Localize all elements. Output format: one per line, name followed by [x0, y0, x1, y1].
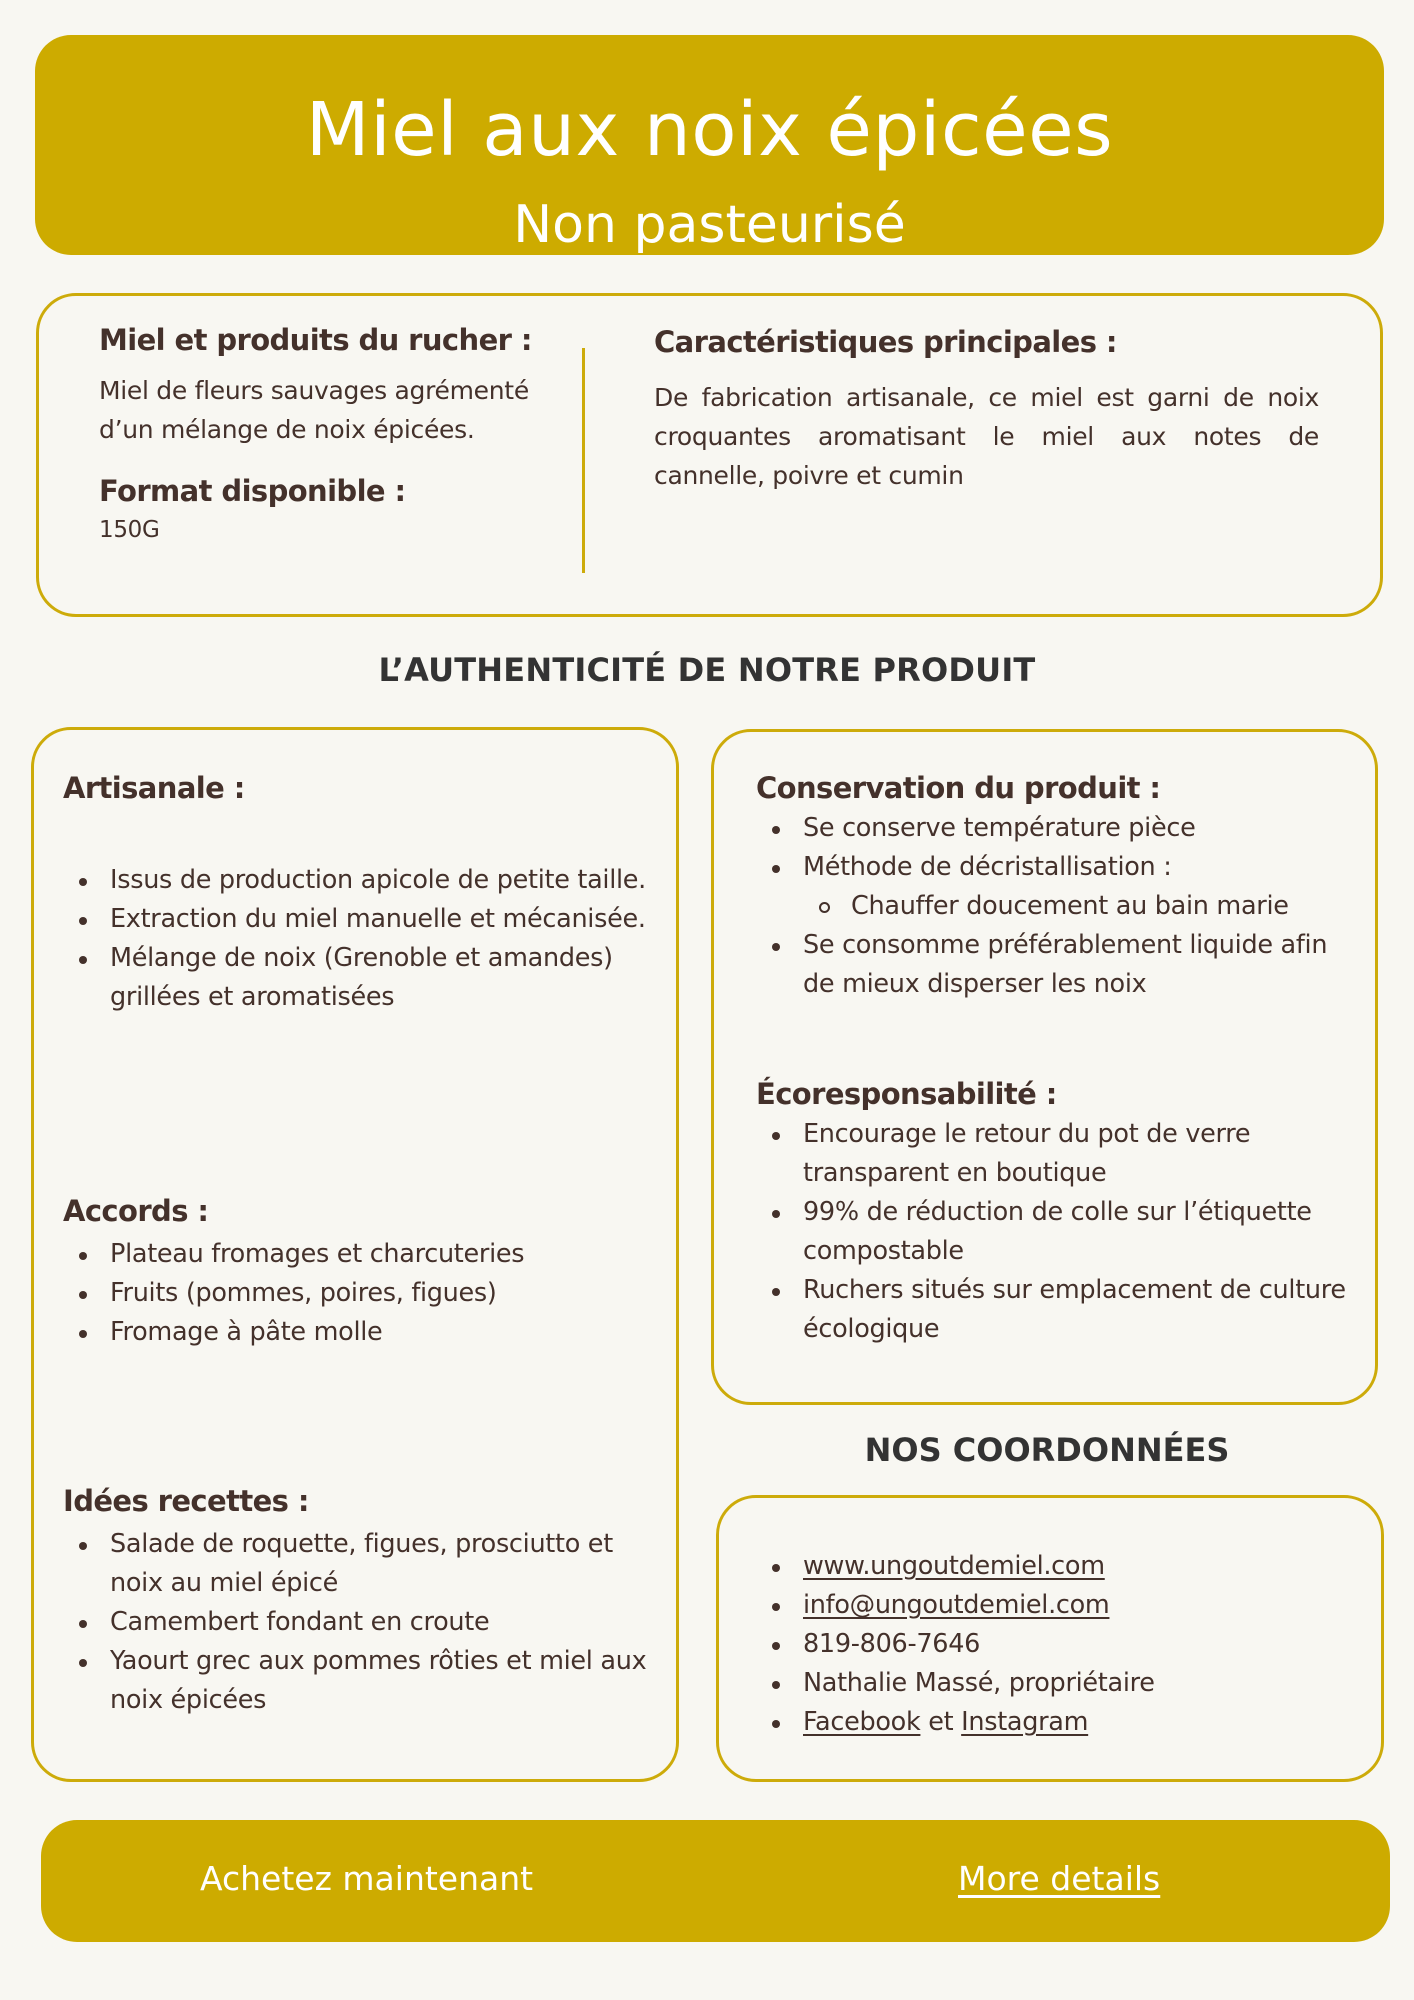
accords-section — [63, 1193, 663, 1352]
conservation-list — [756, 809, 1356, 1004]
page-title: Miel aux noix épicées — [305, 87, 1114, 173]
conservation-heading: Conservation du produit : — [756, 771, 1161, 805]
format-value: 150G — [99, 517, 160, 543]
features-text: De fabrication artisanale, ce miel est garni de noix croquantes aromatisant le miel aux notes de cannelle, poivre et cumin — [654, 383, 1319, 490]
product-info-right — [654, 322, 1319, 495]
facebook-link[interactable]: Facebook — [803, 1707, 921, 1737]
more-details-link[interactable]: More details — [958, 1859, 1161, 1898]
contact-title: NOS COORDONNÉES — [864, 1431, 1230, 1469]
contact-list — [756, 1547, 1356, 1742]
conservation-section — [756, 770, 1356, 1004]
vertical-divider — [582, 348, 585, 573]
list-item: Mélange de noix (Grenoble et amandes) grillées et aromatisées — [63, 939, 663, 1017]
authenticity-right-card — [711, 729, 1378, 1405]
products-heading: Miel et produits du rucher : — [99, 323, 532, 357]
contact-website-item — [756, 1547, 1356, 1586]
list-item: Yaourt grec aux pommes rôties et miel aux noix épicées — [63, 1642, 663, 1720]
contact-phone: 819-806-7646 — [756, 1625, 1356, 1664]
authenticity-title: L’AUTHENTICITÉ DE NOTRE PRODUIT — [378, 651, 1036, 689]
recettes-section — [63, 1483, 663, 1720]
website-link[interactable]: www.ungoutdemiel.com — [803, 1551, 1105, 1581]
eco-heading: Écoresponsabilité : — [756, 1077, 1057, 1111]
page-subtitle: Non pasteurisé — [513, 195, 906, 255]
list-item: Se conserve température pièce — [756, 809, 1356, 848]
list-item: 99% de réduction de colle sur l’étiquette compostable — [756, 1193, 1356, 1271]
contact-social-item — [756, 1703, 1356, 1742]
list-item: Plateau fromages et charcuteries — [63, 1235, 663, 1274]
contact-owner: Nathalie Massé, propriétaire — [756, 1664, 1356, 1703]
email-link[interactable]: info@ungoutdemiel.com — [803, 1590, 1110, 1620]
footer-bar — [41, 1820, 1390, 1942]
authenticity-left-card — [31, 727, 679, 1782]
instagram-link[interactable]: Instagram — [961, 1707, 1089, 1737]
list-item: Issus de production apicole de petite taille. — [63, 861, 663, 900]
list-item: Encourage le retour du pot de verre transparent en boutique — [756, 1115, 1356, 1193]
eco-list — [756, 1115, 1356, 1349]
conservation-sublist — [803, 887, 1356, 926]
social-conjunction: et — [928, 1707, 954, 1737]
list-item: Salade de roquette, figues, prosciutto et noix au miel épicé — [63, 1525, 663, 1603]
format-heading: Format disponible : — [99, 474, 406, 508]
products-text: Miel de fleurs sauvages agrémenté d’un mélange de noix épicées. — [99, 376, 529, 444]
recettes-list — [63, 1525, 663, 1720]
accords-heading: Accords : — [63, 1194, 209, 1228]
features-heading: Caractéristiques principales : — [654, 325, 1117, 359]
product-info-card — [36, 293, 1383, 617]
list-item: Fromage à pâte molle — [63, 1313, 663, 1352]
recettes-heading: Idées recettes : — [63, 1484, 309, 1518]
list-item: Camembert fondant en croute — [63, 1603, 663, 1642]
artisanale-section — [63, 770, 663, 1017]
list-item: Extraction du miel manuelle et mécanisée. — [63, 900, 663, 939]
list-item: Fruits (pommes, poires, figues) — [63, 1274, 663, 1313]
artisanale-list — [63, 861, 663, 1017]
eco-section — [756, 1076, 1356, 1349]
sub-list-item: Chauffer doucement au bain marie — [803, 887, 1356, 926]
contact-email-item — [756, 1586, 1356, 1625]
accords-list — [63, 1235, 663, 1352]
artisanale-heading: Artisanale : — [63, 771, 245, 805]
list-item: Se consomme préférablement liquide afin de mieux disperser les noix — [756, 926, 1356, 1004]
list-item — [756, 848, 1356, 926]
product-info-left — [99, 322, 569, 547]
list-item: Ruchers situés sur emplacement de culture écologique — [756, 1271, 1356, 1349]
buy-now-button[interactable]: Achetez maintenant — [200, 1859, 534, 1898]
list-item-text: Méthode de décristallisation : — [803, 852, 1172, 882]
contact-card — [716, 1495, 1384, 1782]
header-banner — [35, 35, 1384, 255]
